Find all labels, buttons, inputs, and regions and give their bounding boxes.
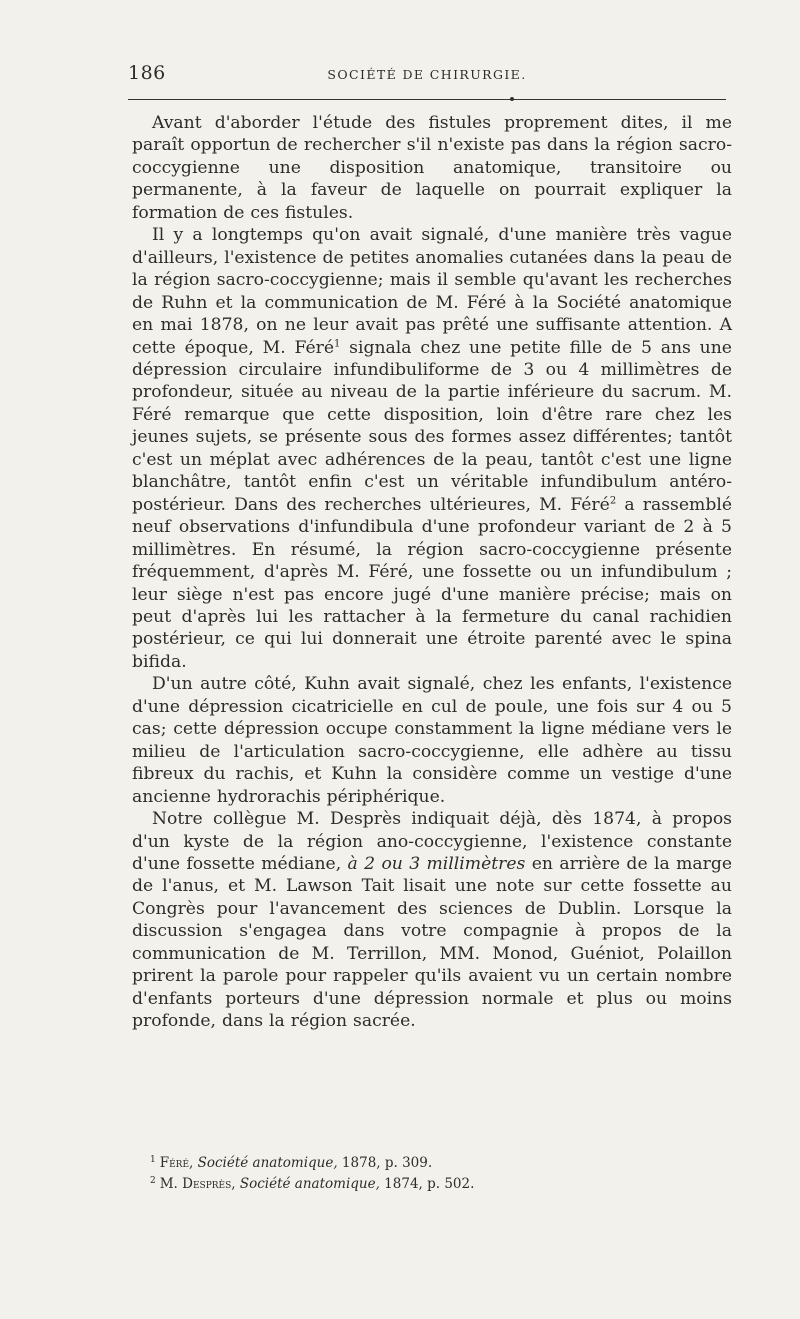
footnote-2-mark: 2 bbox=[150, 1175, 156, 1186]
footnote-2-work: Société anatomique, bbox=[239, 1176, 380, 1192]
footnotes bbox=[150, 1153, 710, 1195]
running-title: SOCIÉTÉ DE CHIRURGIE. bbox=[327, 67, 527, 82]
header-rule-ornament bbox=[510, 97, 514, 101]
page-header bbox=[128, 62, 726, 92]
footnote-2-rest: 1874, p. 502. bbox=[379, 1176, 475, 1192]
footnote-2 bbox=[150, 1174, 710, 1195]
paragraph-3 bbox=[132, 673, 732, 808]
header-rule bbox=[128, 99, 726, 100]
footnote-1-rest: 1878, p. 309. bbox=[337, 1155, 433, 1171]
paragraph-2 bbox=[132, 224, 732, 673]
paragraph-1 bbox=[132, 112, 732, 224]
paragraph-1-text: Avant d'aborder l'étude des fistules proprement dites, il me paraît opportun de rechercher s'il n'existe pas dans la région sacro-coccygienne une disposition anatomique, transitoire ou permanente, à la faveur de laquelle on pourrait expliquer la formation de ces fistules. bbox=[132, 113, 732, 223]
body-text bbox=[132, 112, 732, 1033]
paragraph-2-text-b: signala chez une petite fille de 5 ans une dépression circulaire infundibuliforme de 3 ou 4 millimètres de profondeur, située au niveau de la partie inférieure du sacrum. M. Féré remarque que cette disposition, loin d'être rare chez les jeunes sujets, se présente sous des formes assez différentes; tantôt c'est un méplat avec adhérences de la peau, tantôt c'est une ligne blanchâtre, tantôt enfin c'est un véritable infundibulum antéro-postérieur. Dans des recherches ultérieures, M. Féré bbox=[132, 337, 732, 515]
paragraph-4 bbox=[132, 808, 732, 1033]
footnote-2-author: M. Desprès, bbox=[159, 1176, 236, 1192]
footnote-ref-2: 2 bbox=[609, 494, 617, 506]
paragraph-2-text-a: Il y a longtemps qu'on avait signalé, d'une manière très vague d'ailleurs, l'existence de petites anomalies cutanées dans la peau de la région sacro-coccygienne; mais il semble qu'avant les recherches de Ruhn et la communication de M. Féré à la Société anatomique en mai 1878, on ne leur avait pas prêté une suffisante attention. A cette époque, M. Féré bbox=[132, 225, 732, 358]
footnote-1-mark: 1 bbox=[150, 1154, 156, 1165]
paragraph-2-text-c: a rassemblé neuf observations d'infundibula d'une profondeur variant de 2 à 5 millimètres. En résumé, la région sacro-coccygienne présente fréquemment, d'après M. Féré, une fossette ou un infundibulum ; leur siège n'est pas encore jugé d'une manière précise; mais on peut d'après lui les rattacher à la fermeture du canal rachidien postérieur, ce qui lui donnerait une étroite parenté avec le spina bifida. bbox=[132, 494, 732, 672]
paragraph-4-italic: à 2 ou 3 millimètres bbox=[347, 853, 526, 874]
paragraph-4-text-b: en arrière de la marge de l'anus, et M. Lawson Tait lisait une note sur cette fossette au Congrès pour l'avancement des sciences de Dublin. Lorsque la discussion s'engagea dans votre compagnie à propos de la communication de M. Terrillon, MM. Monod, Guéniot, Polaillon prirent la parole pour rappeler qu'ils avaient vu un certain nombre d'enfants porteurs d'une dépression normale et plus ou moins profonde, dans la région sacrée. bbox=[132, 853, 733, 1032]
paragraph-4-text-a: Notre collègue M. Desprès indiquait déjà, dès 1874, à propos d'un kyste de la région ano-coccygienne, l'existence constante d'une fossette médiane, bbox=[132, 809, 732, 874]
footnote-1-author: Féré, bbox=[159, 1155, 194, 1171]
footnote-ref-1: 1 bbox=[334, 337, 341, 349]
footnote-1-work: Société anatomique, bbox=[197, 1155, 338, 1171]
paragraph-3-text: D'un autre côté, Kuhn avait signalé, chez les enfants, l'existence d'une dépression cicatricielle en cul de poule, une fois sur 4 ou 5 cas; cette dépression occupe constamment la ligne médiane vers le milieu de l'articulation sacro-coccygienne, elle adhère au tissu fibreux du rachis, et Kuhn la considère comme un vestige d'une ancienne hydrorachis périphérique. bbox=[132, 674, 732, 807]
footnote-1 bbox=[150, 1153, 710, 1174]
page-number: 186 bbox=[128, 62, 166, 84]
